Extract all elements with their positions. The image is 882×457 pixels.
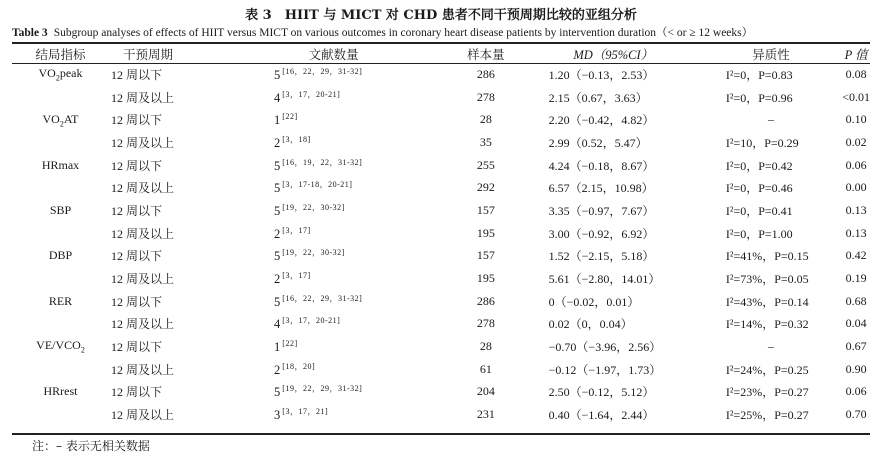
reference-list: [22] [282, 111, 298, 121]
cell-md: 1.20（−0.13，2.53） [548, 67, 655, 82]
cell-md: 5.61（−2.80，14.01） [548, 272, 661, 287]
cell-heterogeneity: – [768, 339, 775, 354]
reference-list: [3，17] [282, 271, 311, 281]
cell-p-value: 0.90 [845, 361, 867, 376]
cell-period: 12 周及以上 [110, 226, 174, 241]
table-row [12, 63, 870, 86]
cell-indicator [12, 86, 109, 109]
reference-list: [3，18] [282, 134, 311, 144]
indicator-suffix: peak [59, 66, 83, 81]
cell-indicator [12, 199, 109, 222]
cell-p-value: 0.67 [845, 339, 867, 354]
cell-period: 12 周及以上 [110, 317, 174, 332]
cell-literature [222, 290, 445, 313]
table-note: 注：– 表示无相关数据 [32, 439, 150, 453]
cell-heterogeneity: I²=10，P=0.29 [725, 135, 799, 150]
cell-md: −0.12（−1.97，1.73） [548, 362, 662, 377]
literature-count: 2 [274, 226, 281, 241]
literature-count: 1 [274, 112, 281, 127]
cell-sample: 157 [476, 202, 495, 217]
table-row [12, 245, 870, 268]
reference-list: [3，17，20-21] [282, 89, 341, 99]
cell-sample: 35 [479, 134, 492, 149]
literature-count: 4 [274, 90, 281, 105]
indicator-text: VO [38, 66, 56, 81]
cell-literature [222, 245, 445, 268]
indicator-text: HRmax [41, 157, 80, 172]
cell-p-value: 0.04 [845, 316, 867, 331]
table-row [12, 403, 870, 426]
cell-md: 2.50（−0.12，5.12） [548, 385, 655, 400]
cell-p-value: 0.00 [845, 180, 867, 195]
cell-md: 1.52（−2.15，5.18） [548, 249, 655, 264]
cell-period: 12 周以下 [110, 158, 162, 173]
subgroup-table [12, 44, 870, 426]
literature-count: 1 [274, 339, 281, 354]
cell-period: 12 周以下 [110, 203, 162, 218]
cell-indicator [12, 176, 109, 199]
cell-literature [222, 381, 445, 404]
cell-md: −0.70（−3.96，2.56） [548, 340, 662, 355]
cell-sample: 278 [476, 89, 495, 104]
reference-list: [3，17-18，20-21] [282, 180, 353, 190]
literature-count: 5 [274, 67, 281, 82]
cell-indicator [12, 154, 109, 177]
header-literature: 文献数量 [308, 47, 359, 62]
table-row [12, 131, 870, 154]
table-caption: Subgroup analyses of effects of HIIT versus MICT on various outcomes in coronary heart disease patients by intervention duration（< or ≥ 12 weeks） [53, 27, 754, 39]
cell-p-value: 0.02 [845, 134, 867, 149]
cell-heterogeneity: I²=25%，P=0.27 [725, 408, 809, 423]
bottom-rule [12, 433, 870, 435]
header-heterogeneity: 异质性 [752, 47, 790, 62]
cell-heterogeneity: I²=43%，P=0.14 [725, 294, 809, 309]
indicator-text: HRrest [43, 384, 78, 399]
indicator-text: VE/VCO [36, 338, 81, 353]
cell-literature [222, 313, 445, 336]
cell-md: 3.00（−0.92，6.92） [548, 226, 655, 241]
cell-indicator [12, 222, 109, 245]
table-row [12, 358, 870, 381]
table-row [12, 108, 870, 131]
reference-list: [19，22，29，31-32] [282, 384, 363, 394]
indicator-subscript: 2 [80, 345, 85, 355]
cell-heterogeneity: I²=0，P=0.46 [725, 181, 793, 196]
cell-md: 3.35（−0.97，7.67） [548, 203, 655, 218]
cell-indicator [12, 131, 109, 154]
cell-literature [222, 199, 445, 222]
cell-indicator [12, 358, 109, 381]
literature-count: 5 [274, 249, 281, 264]
table-row [12, 86, 870, 109]
cell-period: 12 周及以上 [110, 408, 174, 423]
cell-period: 12 周以下 [110, 340, 162, 355]
indicator-subscript: 2 [59, 118, 64, 128]
cell-literature [222, 358, 445, 381]
header-row [12, 44, 870, 63]
cell-sample: 255 [476, 157, 495, 172]
literature-count: 5 [274, 385, 281, 400]
cell-period: 12 周及以上 [110, 272, 174, 287]
cell-p-value: 0.06 [845, 384, 867, 399]
cell-heterogeneity: I²=0，P=0.42 [725, 158, 793, 173]
cell-literature [222, 403, 445, 426]
table-title-en [12, 24, 878, 40]
reference-list: [16，19，22，31-32] [282, 157, 363, 167]
cell-md: 2.20（−0.42，4.82） [548, 113, 655, 128]
cell-md: 6.57（2.15，10.98） [548, 181, 654, 196]
cell-period: 12 周以下 [110, 385, 162, 400]
cell-sample: 28 [479, 112, 492, 127]
indicator-text: RER [48, 293, 73, 308]
cell-md: 4.24（−0.18，8.67） [548, 158, 655, 173]
cell-heterogeneity: I²=0，P=0.83 [725, 67, 793, 82]
cell-indicator [12, 290, 109, 313]
cell-sample: 28 [479, 339, 492, 354]
indicator-subscript: 2 [55, 73, 60, 83]
cell-indicator [12, 335, 109, 358]
reference-list: [19，22，30-32] [282, 202, 345, 212]
literature-count: 5 [274, 203, 281, 218]
cell-literature [222, 131, 445, 154]
cell-md: 2.15（0.67，3.63） [548, 90, 648, 105]
cell-p-value: 0.13 [845, 202, 867, 217]
cell-indicator [12, 245, 109, 268]
cell-indicator [12, 267, 109, 290]
table-body [12, 63, 870, 426]
reference-list: [22] [282, 338, 298, 348]
table-row [12, 381, 870, 404]
cell-period: 12 周以下 [110, 249, 162, 264]
table-label: Table 3 [12, 27, 48, 39]
cell-heterogeneity: I²=24%，P=0.25 [725, 362, 809, 377]
indicator-text: VO [42, 111, 60, 126]
table-row [12, 335, 870, 358]
cell-indicator [12, 381, 109, 404]
cell-period: 12 周及以上 [110, 181, 174, 196]
cell-sample: 157 [476, 248, 495, 263]
cell-p-value: 0.42 [845, 248, 867, 263]
table-row [12, 222, 870, 245]
cell-sample: 195 [476, 271, 495, 286]
reference-list: [3，17，21] [282, 407, 329, 417]
cell-p-value: 0.10 [845, 112, 867, 127]
cell-heterogeneity: I²=41%，P=0.15 [725, 249, 809, 264]
cell-sample: 195 [476, 225, 495, 240]
cell-sample: 231 [476, 407, 495, 422]
cell-heterogeneity: I²=23%，P=0.27 [725, 385, 809, 400]
cell-literature [222, 335, 445, 358]
cell-indicator [12, 403, 109, 426]
literature-count: 2 [274, 135, 281, 150]
cell-period: 12 周以下 [110, 294, 162, 309]
cell-period: 12 周及以上 [110, 135, 174, 150]
header-md: MD（95%CI） [573, 47, 654, 62]
literature-count: 3 [274, 408, 281, 423]
cell-indicator [12, 313, 109, 336]
literature-count: 2 [274, 272, 281, 287]
cell-literature [222, 63, 445, 86]
table-row [12, 154, 870, 177]
literature-count: 5 [274, 294, 281, 309]
reference-list: [3，17，20-21] [282, 316, 341, 326]
literature-count: 5 [274, 181, 281, 196]
indicator-text: DBP [48, 248, 73, 263]
cell-sample: 286 [476, 66, 495, 81]
cell-heterogeneity: I²=73%，P=0.05 [725, 272, 809, 287]
cell-md: 0（−0.02，0.01） [548, 294, 640, 309]
table-row [12, 267, 870, 290]
reference-list: [3，17] [282, 225, 311, 235]
cell-literature [222, 176, 445, 199]
cell-md: 2.99（0.52，5.47） [548, 135, 648, 150]
cell-period: 12 周以下 [110, 113, 162, 128]
literature-count: 2 [274, 362, 281, 377]
reference-list: [16，22，29，31-32] [282, 66, 363, 76]
cell-p-value: 0.19 [845, 271, 867, 286]
table-title-cn: 表 3 HIIT 与 MICT 对 CHD 患者不同干预周期比较的亚组分析 [245, 8, 637, 23]
cell-sample: 292 [476, 180, 495, 195]
cell-p-value: <0.01 [842, 89, 870, 104]
cell-literature [222, 154, 445, 177]
cell-period: 12 周以下 [110, 67, 162, 82]
cell-indicator [12, 63, 109, 86]
table-row [12, 313, 870, 336]
cell-sample: 204 [476, 384, 495, 399]
literature-count: 4 [274, 317, 281, 332]
reference-list: [16，22，29，31-32] [282, 293, 363, 303]
table-row [12, 176, 870, 199]
cell-heterogeneity: I²=14%，P=0.32 [725, 317, 809, 332]
cell-period: 12 周及以上 [110, 90, 174, 105]
cell-period: 12 周及以上 [110, 362, 174, 377]
cell-heterogeneity: I²=0，P=0.41 [725, 203, 793, 218]
cell-sample: 286 [476, 293, 495, 308]
header-indicator: 结局指标 [35, 47, 86, 62]
header-period: 干预周期 [122, 47, 173, 62]
table-row [12, 290, 870, 313]
cell-sample: 278 [476, 316, 495, 331]
cell-p-value: 0.13 [845, 225, 867, 240]
cell-p-value: 0.08 [845, 66, 867, 81]
cell-heterogeneity: I²=0，P=1.00 [725, 226, 793, 241]
reference-list: [19，22，30-32] [282, 248, 345, 258]
reference-list: [18，20] [282, 361, 316, 371]
header-sample: 样本量 [467, 47, 505, 62]
cell-literature [222, 222, 445, 245]
cell-sample: 61 [479, 361, 492, 376]
cell-literature [222, 86, 445, 109]
literature-count: 5 [274, 158, 281, 173]
table-row [12, 199, 870, 222]
cell-p-value: 0.68 [845, 293, 867, 308]
cell-md: 0.40（−1.64，2.44） [548, 408, 655, 423]
cell-literature [222, 108, 445, 131]
cell-heterogeneity: – [768, 112, 775, 127]
cell-literature [222, 267, 445, 290]
cell-p-value: 0.70 [845, 407, 867, 422]
header-p: P 值 [844, 47, 868, 62]
indicator-text: SBP [49, 202, 72, 217]
cell-heterogeneity: I²=0，P=0.96 [725, 90, 793, 105]
indicator-suffix: AT [63, 111, 79, 126]
cell-indicator [12, 108, 109, 131]
cell-p-value: 0.06 [845, 157, 867, 172]
cell-md: 0.02（0，0.04） [548, 317, 633, 332]
